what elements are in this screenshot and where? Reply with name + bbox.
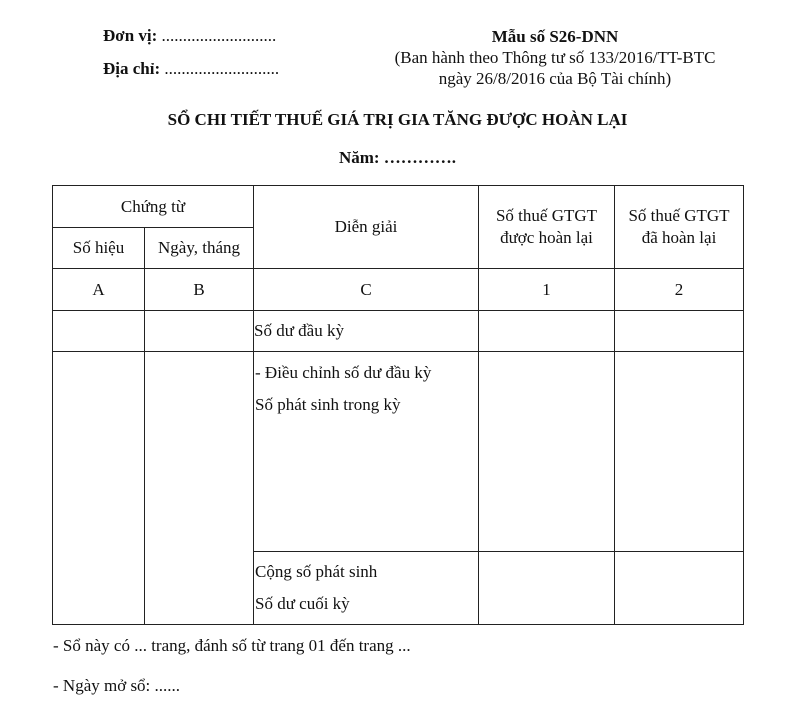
dia-chi-label: Địa chỉ:	[103, 59, 161, 78]
code-b: B	[145, 269, 254, 311]
header-col-1-line-1: Số thuế GTGT	[495, 206, 598, 225]
body-ngay-cell	[145, 352, 254, 625]
form-reference	[360, 26, 750, 89]
arising-description	[254, 352, 479, 552]
issued-line-2: ngày 26/8/2016 của Bộ Tài chính)	[438, 69, 672, 88]
dia-chi-value: ...........................	[164, 59, 280, 78]
code-row	[53, 269, 744, 311]
header-col-2	[615, 186, 744, 269]
opening-col-2-cell	[615, 311, 744, 352]
code-a: A	[53, 269, 145, 311]
header-col-1-line-2: được hoàn lại	[500, 228, 593, 247]
opening-balance-label: Số dư đầu kỳ	[254, 311, 479, 352]
header-ngay-thang: Ngày, tháng	[145, 228, 254, 269]
code-2: 2	[615, 269, 744, 311]
document-title: SỔ CHI TIẾT THUẾ GIÁ TRỊ GIA TĂNG ĐƯỢC HOÀN LẠI	[167, 110, 628, 129]
arising-col-2-cell	[615, 352, 744, 552]
closing-balance-label: Số dư cuối kỳ	[255, 594, 350, 613]
arising-col-1-cell	[479, 352, 615, 552]
opening-col-1-cell	[479, 311, 615, 352]
ledger-table	[52, 185, 744, 625]
opening-row	[53, 311, 744, 352]
dia-chi-line	[103, 59, 279, 79]
year-line: Năm: ………….	[338, 148, 457, 167]
header-col-2-line-1: Số thuế GTGT	[628, 206, 730, 225]
code-c: C	[254, 269, 479, 311]
header-chung-tu: Chứng từ	[53, 186, 254, 228]
header-col-2-line-2: đã hoàn lại	[641, 228, 717, 247]
form-code: Mẫu số S26-DNN	[491, 27, 619, 46]
opening-ngay-cell	[145, 311, 254, 352]
body-so-hieu-cell	[53, 352, 145, 625]
open-date-note: - Ngày mở sổ: ......	[53, 676, 181, 695]
total-col-1-cell	[479, 552, 615, 625]
don-vi-line	[103, 26, 276, 46]
arising-row	[53, 352, 744, 552]
header-so-hieu: Số hiệu	[53, 228, 145, 269]
opening-so-hieu-cell	[53, 311, 145, 352]
adjust-opening-label: - Điều chỉnh số dư đầu kỳ	[255, 363, 432, 382]
pages-note: - Sổ này có ... trang, đánh số từ trang 01 đến trang ...	[53, 636, 411, 655]
header-dien-giai: Diễn giải	[254, 186, 479, 269]
code-1: 1	[479, 269, 615, 311]
don-vi-value: ...........................	[161, 26, 277, 45]
arising-label: Số phát sinh trong kỳ	[255, 395, 401, 414]
total-description	[254, 552, 479, 625]
issued-line-1: (Ban hành theo Thông tư số 133/2016/TT-BTC	[394, 48, 716, 67]
total-arising-label: Cộng số phát sinh	[255, 562, 378, 581]
don-vi-label: Đơn vị:	[103, 26, 158, 45]
header-col-1	[479, 186, 615, 269]
total-col-2-cell	[615, 552, 744, 625]
